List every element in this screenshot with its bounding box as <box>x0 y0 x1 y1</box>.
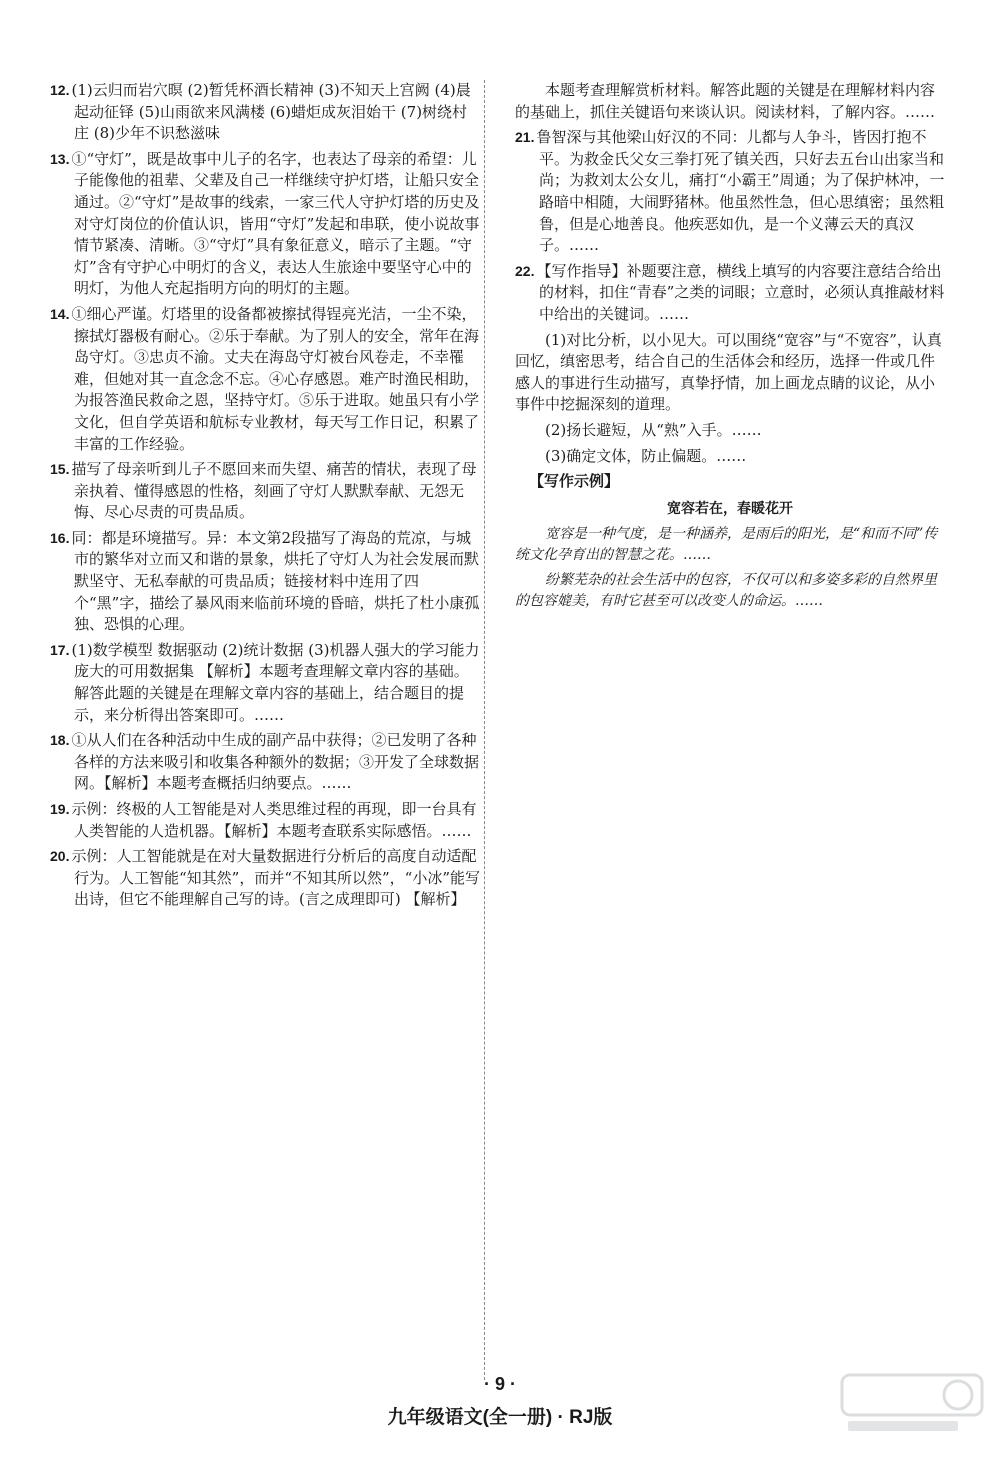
answer-text: 本题考查理解赏析材料。解答此题的关键是在理解材料内容的基础上，抓住关键语句来谈认识。阅读材料，了解内容。…… <box>515 81 936 121</box>
answer-number: 19. <box>50 801 70 817</box>
guidance-paragraph: (3)确定文体，防止偏题。…… <box>545 446 747 465</box>
answer-number: 15. <box>50 461 70 478</box>
watermark-logo <box>838 1369 988 1439</box>
answer-item <box>50 640 480 726</box>
guidance-paragraph: (2)扬长避短，从“熟”入手。…… <box>545 420 762 439</box>
answer-text: 描写了母亲听到儿子不愿回来而失望、痛苦的情状，表现了母亲执着、懂得感恩的性格，刻画了守灯人默默奉献、无怨无悔、尽心尽责的可贵品质。 <box>71 460 477 522</box>
answer-text: 【写作指导】补题要注意，横线上填写的内容要注意结合给出的材料，扣住“青春”之类的词眼；立意时，必须认真推敲材料中给出的关键词。…… <box>536 261 945 323</box>
right-column <box>515 80 945 616</box>
answer-number: 13. <box>50 150 70 167</box>
answer-item <box>50 799 480 842</box>
left-column <box>50 80 480 915</box>
answer-text: 示例：终极的人工智能是对人类思维过程的再现，即一台具有人类智能的人造机器。【解析】本题考查联系实际感悟。…… <box>71 800 477 840</box>
answer-text: 示例：人工智能就是在对大量数据进行分析后的高度自动适配行为。人工智能“知其然”，而并“不知其所以然”，“小冰”能写出诗，但它不能理解自己写的诗。(言之成理即可) 【解析】 <box>71 847 481 909</box>
answer-number: 20. <box>50 848 70 865</box>
answer-number: 18. <box>50 732 70 749</box>
answer-item <box>50 730 480 795</box>
answer-item <box>50 846 480 911</box>
answer-number: 17. <box>50 641 70 658</box>
essay-paragraph: 宽容是一种气度，是一种涵养，是雨后的阳光，是“和而不同”传统文化孕育出的智慧之花。…… <box>515 526 938 564</box>
answer-item <box>50 304 480 455</box>
book-title: 九年级语文(全一册) · RJ版 <box>387 1407 613 1428</box>
answer-text: 鲁智深与其他梁山好汉的不同：儿都与人争斗，皆因打抱不平。为救金氏父女三拳打死了镇关西，只好去五台山出家当和尚；为救刘太公女儿，痛打“小霸王”周通；为了保护林冲，一路暗中相随，大闹野猪林。他虽然性急，但心思缜密；虽然粗鲁，但是心地善良。他疾恶如仇，是一个义薄云天的真汉子。…… <box>536 128 945 255</box>
answer-text: ①“守灯”，既是故事中儿子的名字，也表达了母亲的希望：儿子能像他的祖辈、父辈及自己一样继续守护灯塔，让船只安全通过。②“守灯”是故事的线索，一家三代人守护灯塔的历史及对守灯岗位的价值认识，皆用“守灯”发起和串联，使小说故事情节紧凑、清晰。③“守灯”具有象征意义，暗示了主题。“守灯”含有守护心中明灯的含义，表达人生旅途中要坚守心中的明灯，为他人充起指明方向的明灯的主题。 <box>71 149 480 298</box>
column-divider <box>484 80 485 1380</box>
sample-label: 【写作示例】 <box>529 472 620 491</box>
answer-number: 22. <box>515 262 535 279</box>
answer-item <box>50 149 480 300</box>
answer-text: ①细心严谨。灯塔里的设备都被擦拭得锃亮光洁，一尘不染，擦拭灯器极有耐心。②乐于奉献。为了别人的安全，常年在海岛守灯。③忠贞不渝。丈夫在海岛守灯被台风卷走，不幸罹难，但她对其一直念念不忘。④心存感恩。难产时渔民相助，为报答渔民救命之恩，坚持守灯。⑤乐于进取。她虽只有小学文化，但自学英语和航标专业教材，每天写工作日记，积累了丰富的工作经验。 <box>71 304 480 453</box>
answer-item <box>515 261 945 326</box>
answer-item <box>515 127 945 257</box>
answer-number: 21. <box>515 129 535 146</box>
essay-title: 宽容若在，春暖花开 <box>667 500 793 517</box>
answer-item <box>515 80 945 123</box>
answer-number: 14. <box>50 305 70 322</box>
answer-number: 12. <box>50 82 70 98</box>
answer-item <box>50 459 480 524</box>
answer-text: ①从人们在各种活动中生成的副产品中获得；②已发明了各种各样的方法来吸引和收集各种额外的数据；③开发了全球数据网。【解析】本题考查概括归纳要点。…… <box>71 731 480 793</box>
answer-text: 同：都是环境描写。异：本文第2段描写了海岛的荒凉，与城市的繁华对立而又和谐的景象，烘托了守灯人为社会发展而默默坚守、无私奉献的可贵品质；链接材料中连用了四个“黑”字，描绘了暴风雨来临前环境的昏暗，烘托了杜小康孤独、恐惧的心理。 <box>71 528 480 634</box>
guidance-paragraph: (1)对比分析，以小见大。可以围绕“宽容”与“不宽容”，认真回忆，缜密思考，结合自己的生活体会和经历，选择一件或几件感人的事进行生动描写，真挚抒情，加上画龙点睛的议论，从小事件中挖掘深刻的道理。 <box>515 330 942 414</box>
answer-text: (1)云归而岩穴暝 (2)暂凭杯酒长精神 (3)不知天上宫阙 (4)晨起动征铎 (5)山雨欲来风满楼 (6)蜡炬成灰泪始干 (7)树绕村庄 (8)少年不识愁滋味 <box>71 81 471 143</box>
answer-number: 16. <box>50 529 70 546</box>
answer-item <box>50 528 480 636</box>
page-number: · 9 · <box>483 1374 516 1394</box>
answer-text: (1)数学模型 数据驱动 (2)统计数据 (3)机器人强大的学习能力 庞大的可用数据集 【解析】本题考查理解文章内容的基础。解答此题的关键是在理解文章内容的基础上，结合题目的提示，来分析得出答案即可。…… <box>71 640 480 724</box>
essay-paragraph: 纷繁芜杂的社会生活中的包容，不仅可以和多姿多彩的自然界里的包容媲美，有时它甚至可以改变人的命运。…… <box>515 572 937 610</box>
answer-item <box>50 80 480 145</box>
